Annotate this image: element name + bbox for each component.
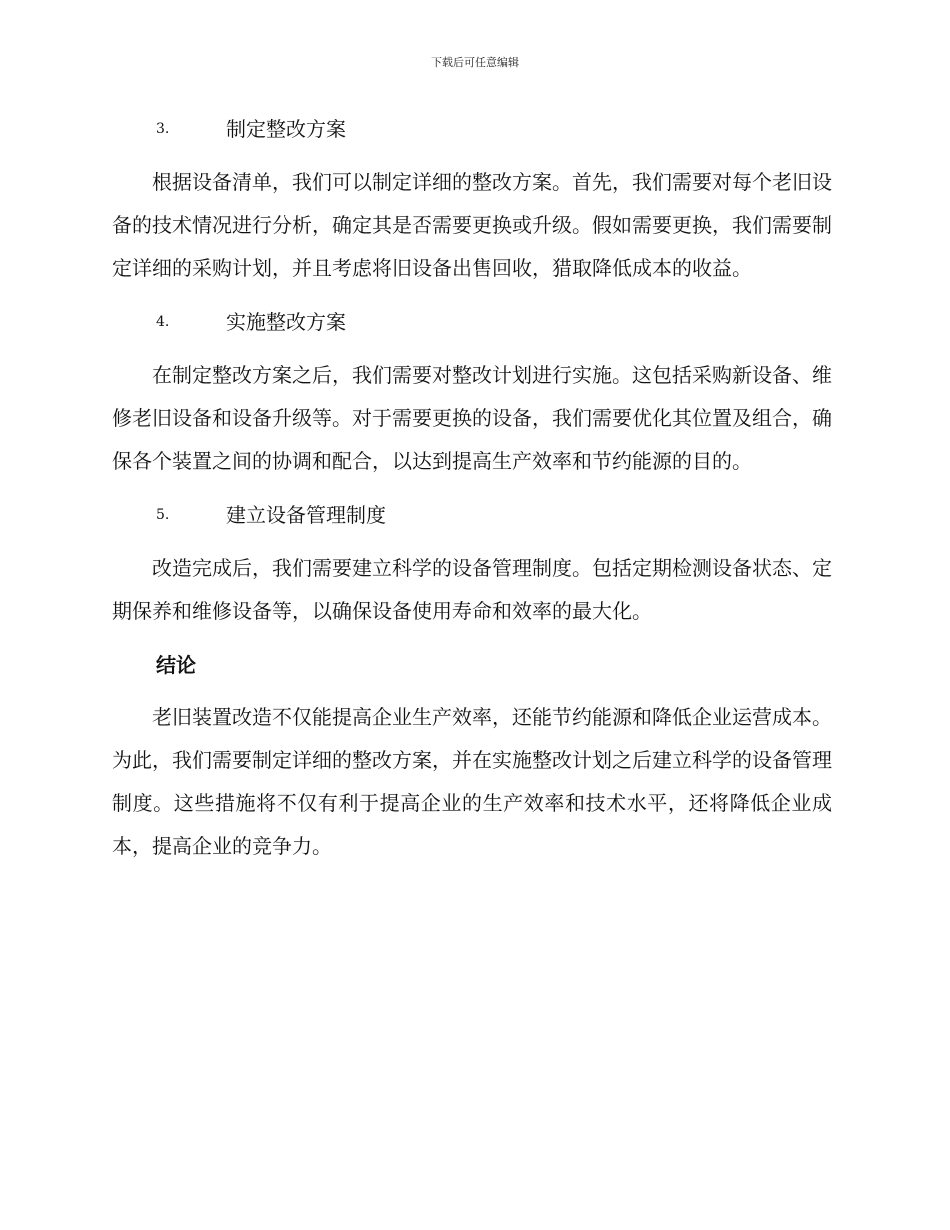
- section-heading-5: [112, 494, 832, 537]
- document-body: [112, 108, 832, 879]
- section-paragraph-5: 改造完成后，我们需要建立科学的设备管理制度。包括定期检测设备状态、定期保养和维修设备等，以确保设备使用寿命和效率的最大化。: [112, 556, 832, 623]
- section-heading-4: [112, 301, 832, 344]
- conclusion-heading: 结论: [156, 653, 196, 677]
- section-paragraph-3: 根据设备清单，我们可以制定详细的整改方案。首先，我们需要对每个老旧设备的技术情况进行分析，确定其是否需要更换或升级。假如需要更换，我们需要制定详细的采购计划，并且考虑将旧设备出售回收，猎取降低成本的收益。: [112, 170, 832, 280]
- page-header: 下载后可任意编辑: [431, 56, 519, 69]
- conclusion-paragraph: 老旧装置改造不仅能提高企业生产效率，还能节约能源和降低企业运营成本。为此，我们需要制定详细的整改方案，并在实施整改计划之后建立科学的设备管理制度。这些措施将不仅有利于提高企业的生产效率和技术水平，还将降低企业成本，提高企业的竞争力。: [112, 705, 832, 858]
- section-number: 3.: [156, 121, 170, 137]
- section-title: 实施整改方案: [226, 310, 346, 334]
- section-number: 4.: [156, 314, 170, 330]
- section-title: 建立设备管理制度: [226, 503, 386, 527]
- section-title: 制定整改方案: [226, 117, 346, 141]
- section-heading-3: [112, 108, 832, 151]
- section-paragraph-4: 在制定整改方案之后，我们需要对整改计划进行实施。这包括采购新设备、维修老旧设备和设备升级等。对于需要更换的设备，我们需要优化其位置及组合，确保各个装置之间的协调和配合，以达到提高生产效率和节约能源的目的。: [112, 363, 832, 473]
- section-number: 5.: [156, 507, 170, 523]
